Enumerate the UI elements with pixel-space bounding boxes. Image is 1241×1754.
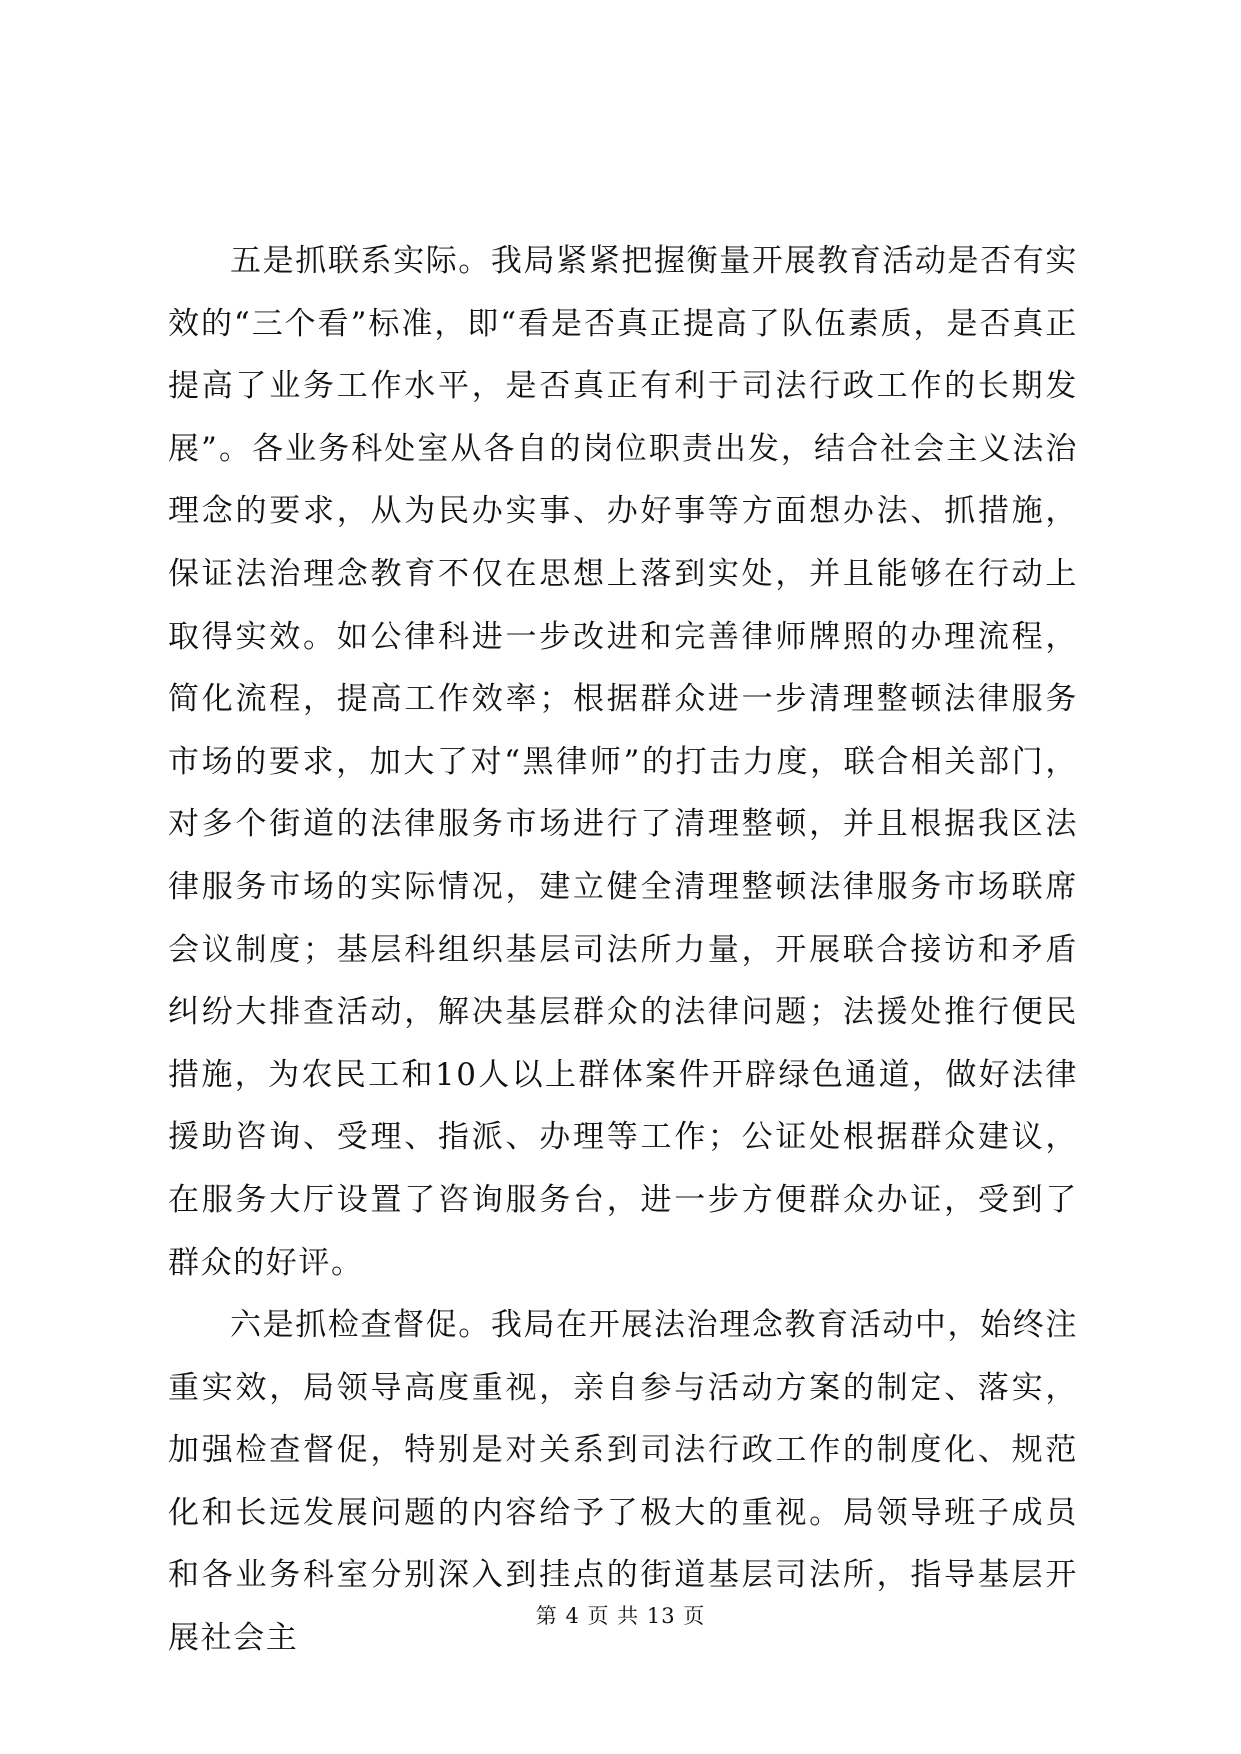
document-body — [168, 230, 1078, 1670]
paragraph-1: 五是抓联系实际。我局紧紧把握衡量开展教育活动是否有实效的“三个看”标准，即“看是否真正提高了队伍素质，是否真正提高了业务工作水平，是否真正有利于司法行政工作的长期发展”。各业务科处室从各自的岗位职责出发，结合社会主义法治理念的要求，从为民办实事、办好事等方面想办法、抓措施，保证法治理念教育不仅在思想上落到实处，并且能够在行动上取得实效。如公律科进一步改进和完善律师牌照的办理流程，简化流程，提高工作效率；根据群众进一步清理整顿法律服务市场的要求，加大了对“黑律师”的打击力度，联合相关部门，对多个街道的法律服务市场进行了清理整顿，并且根据我区法律服务市场的实际情况，建立健全清理整顿法律服务市场联席会议制度；基层科组织基层司法所力量，开展联合接访和矛盾纠纷大排查活动，解决基层群众的法律问题；法援处推行便民措施，为农民工和10人以上群体案件开辟绿色通道，做好法律援助咨询、受理、指派、办理等工作；公证处根据群众建议，在服务大厅设置了咨询服务台，进一步方便群众办证，受到了群众的好评。 — [168, 243, 1078, 1281]
paragraph-2: 六是抓检查督促。我局在开展法治理念教育活动中，始终注重实效，局领导高度重视，亲自参与活动方案的制定、落实，加强检查督促，特别是对关系到司法行政工作的制度化、规范化和长远发展问题的内容给予了极大的重视。局领导班子成员和各业务科室分别深入到挂点的街道基层司法所，指导基层开展社会主 — [168, 1307, 1078, 1657]
page-footer: 第 4 页 共 13 页 — [535, 1604, 706, 1628]
